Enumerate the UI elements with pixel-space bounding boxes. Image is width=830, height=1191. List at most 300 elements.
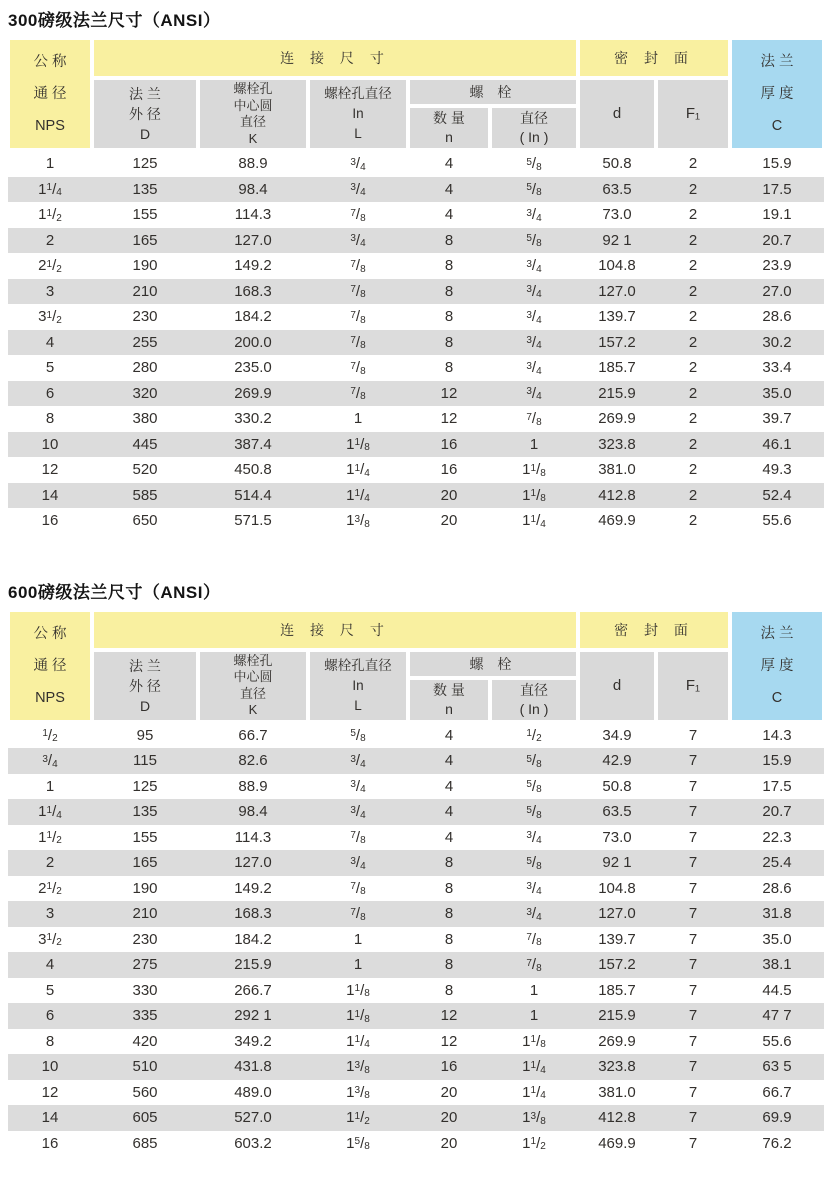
- table-row: [8, 850, 824, 876]
- table-cell: 7: [688, 828, 698, 846]
- table-row: [8, 508, 824, 534]
- table-cell: 73.0: [602, 206, 632, 224]
- table-cell: $^5$ / $_8$: [526, 155, 542, 173]
- table-cell: $^5$ / $_8$: [526, 231, 542, 250]
- table-row: [8, 228, 824, 254]
- table-cell: 127.0: [234, 854, 272, 872]
- table-cell: $^5$ / $_8$: [526, 752, 542, 770]
- table-cell: 8: [444, 854, 454, 872]
- table-cell: 4: [444, 180, 454, 198]
- col-header-seal-f1: F₁: [658, 652, 728, 720]
- table-row: [8, 978, 824, 1004]
- table-cell: 269.9: [598, 1032, 636, 1050]
- table-cell: 16: [440, 461, 458, 479]
- header-line: L: [354, 126, 362, 141]
- table-row: [8, 330, 824, 356]
- table-cell: 1 $^1$ / $_8$: [522, 461, 546, 479]
- table-cell: 190: [132, 257, 158, 275]
- table-cell: $^1$ / $_2$: [42, 726, 58, 745]
- header-line: 通 径: [33, 86, 67, 102]
- header-line: 法 兰: [129, 86, 161, 102]
- table-cell: $^3$ / $_4$: [350, 231, 366, 250]
- table-cell: 50.8: [602, 155, 632, 173]
- table-cell: $^7$ / $_8$: [526, 956, 542, 974]
- table-cell: 2: [688, 257, 698, 275]
- table-row: [8, 381, 824, 407]
- col-header-flange-thickness: [732, 40, 822, 148]
- header-line: 数 量: [433, 681, 465, 698]
- table-cell: 215.9: [598, 1007, 636, 1025]
- table-cell: 1 $^1$ / $_4$: [522, 512, 546, 530]
- table-cell: 52.4: [762, 486, 792, 504]
- table-cell: 44.5: [762, 981, 792, 999]
- table-cell: 17.5: [762, 777, 792, 795]
- header-line: 数 量: [433, 110, 465, 126]
- table-cell: 98.4: [238, 180, 268, 198]
- table-cell: 2: [688, 435, 698, 453]
- col-header-bolt-hole-dia: [310, 652, 406, 720]
- table-cell: 127.0: [598, 905, 636, 923]
- table-row: [8, 1054, 824, 1080]
- header-line: 通 径: [33, 657, 67, 674]
- table-cell: 1 $^1$ / $_8$: [522, 1032, 546, 1051]
- table-cell: 39.7: [762, 410, 792, 428]
- table-row: [8, 279, 824, 305]
- col-header-bolt-dia: [492, 680, 576, 720]
- table-cell: 269.9: [598, 410, 636, 428]
- table-row: [8, 483, 824, 509]
- table-cell: 6: [45, 384, 55, 402]
- table-cell: 2: [45, 231, 55, 249]
- table-cell: $^1$ / $_2$: [526, 726, 542, 745]
- table-cell: 12: [440, 410, 458, 428]
- header-line: C: [771, 118, 783, 134]
- table-cell: 2: [688, 155, 698, 173]
- table-cell: 20: [440, 1134, 458, 1152]
- header-line: C: [771, 689, 783, 706]
- table-row: [8, 825, 824, 851]
- table-cell: 17.5: [762, 180, 792, 198]
- table-header-300: [8, 38, 824, 150]
- table-cell: 19.1: [762, 206, 792, 224]
- table-row: [8, 876, 824, 902]
- table-cell: 14.3: [762, 726, 792, 744]
- table-row: [8, 901, 824, 927]
- header-line: In: [352, 106, 364, 121]
- table-cell: 22.3: [762, 828, 792, 846]
- table-cell: 63.5: [602, 180, 632, 198]
- table-cell: 95: [136, 726, 154, 744]
- table-cell: 12: [440, 1032, 458, 1050]
- table-cell: 450.8: [234, 461, 272, 479]
- table-cell: $^7$ / $_8$: [350, 359, 366, 377]
- header-line: n: [445, 129, 453, 145]
- header-line: 直径: [520, 681, 548, 698]
- table-row: [8, 151, 824, 177]
- col-header-bolt-dia: [492, 108, 576, 148]
- band-bolts: 螺 栓: [410, 80, 576, 104]
- table-cell: 63.5: [602, 803, 632, 821]
- table-cell: 168.3: [234, 905, 272, 923]
- header-line: 外 径: [129, 677, 161, 694]
- table-cell: 7: [688, 930, 698, 948]
- table-cell: 69.9: [762, 1109, 792, 1127]
- table-body-300: [8, 151, 824, 534]
- table-cell: 14: [41, 1109, 59, 1127]
- col-header-flange-od: [94, 652, 196, 720]
- table-cell: 1 $^1$ / $_2$: [346, 1109, 370, 1127]
- table-row: [8, 406, 824, 432]
- table-cell: 2: [688, 461, 698, 479]
- table-cell: 2: [688, 308, 698, 326]
- table-cell: 230: [132, 930, 158, 948]
- table-cell: 7: [688, 854, 698, 872]
- table-cell: 2: [688, 486, 698, 504]
- table-cell: 8: [444, 981, 454, 999]
- header-line: 中心圆: [233, 97, 273, 113]
- table-cell: 1 $^1$ / $_8$: [346, 435, 370, 454]
- table-row: [8, 202, 824, 228]
- table-cell: 1 $^1$ / $_4$: [38, 803, 62, 821]
- col-header-bolt-qty: [410, 680, 488, 720]
- table-cell: 115: [133, 752, 157, 770]
- table-cell: 46.1: [762, 435, 792, 453]
- table-cell: 14: [41, 486, 59, 504]
- table-cell: 155: [132, 206, 158, 224]
- table-cell: 412.8: [598, 486, 636, 504]
- table-cell: 1 $^3$ / $_8$: [522, 1109, 546, 1127]
- table-cell: 210: [132, 905, 158, 923]
- table-cell: 114.3: [234, 828, 272, 846]
- table-cell: $^3$ / $_4$: [526, 333, 542, 352]
- table-cell: 8: [444, 879, 454, 897]
- table-cell: 381.0: [598, 461, 636, 479]
- table-cell: 349.2: [234, 1032, 272, 1050]
- table-cell: 527.0: [234, 1109, 272, 1127]
- table-cell: 88.9: [238, 777, 268, 795]
- table-cell: 155: [132, 828, 158, 846]
- table-cell: 8: [444, 956, 454, 974]
- table-cell: 33.4: [762, 359, 792, 377]
- table-cell: 3: [45, 905, 55, 923]
- table-cell: 571.5: [234, 512, 272, 530]
- table-cell: 255: [132, 333, 158, 351]
- table-cell: 55.6: [762, 512, 792, 530]
- table-cell: 585: [132, 486, 158, 504]
- table-cell: 2: [688, 180, 698, 198]
- table-cell: $^7$ / $_8$: [350, 905, 366, 923]
- table-cell: 7: [688, 1032, 698, 1050]
- table-cell: 4: [444, 828, 454, 846]
- table-cell: 4: [45, 333, 55, 351]
- table-row: [8, 1080, 824, 1106]
- header-line: 直径: [239, 114, 266, 129]
- table-cell: 650: [132, 512, 158, 530]
- table-cell: 165: [132, 854, 158, 872]
- table-cell: 127.0: [234, 231, 272, 249]
- table-cell: 20: [440, 486, 458, 504]
- table-cell: 15.9: [762, 752, 792, 770]
- table-cell: 8: [444, 231, 454, 249]
- header-line: 外 径: [129, 106, 161, 122]
- table-cell: $^5$ / $_8$: [526, 854, 542, 872]
- table-cell: 35.0: [762, 384, 792, 402]
- table-cell: 1 $^5$ / $_8$: [346, 1134, 370, 1153]
- table-cell: $^3$ / $_4$: [526, 828, 542, 847]
- table-cell: $^3$ / $_4$: [350, 752, 366, 770]
- table-cell: 323.8: [598, 435, 636, 453]
- table-cell: 16: [41, 1134, 59, 1152]
- table-row: [8, 1003, 824, 1029]
- table-cell: 4: [444, 752, 454, 770]
- table-cell: 20.7: [762, 803, 792, 821]
- table-cell: 8: [444, 308, 454, 326]
- table-cell: 685: [132, 1134, 158, 1152]
- band-bolts: 螺 栓: [410, 652, 576, 676]
- table-cell: 4: [444, 726, 454, 744]
- header-line: 螺栓孔: [233, 652, 273, 668]
- table-cell: 2: [688, 512, 698, 530]
- table-cell: 4: [444, 206, 454, 224]
- table-cell: 8: [444, 905, 454, 923]
- table-cell: 50.8: [602, 777, 632, 795]
- table-cell: 23.9: [762, 257, 792, 275]
- table-cell: 320: [132, 384, 158, 402]
- table-cell: $^3$ / $_4$: [526, 905, 542, 923]
- table-cell: 31.8: [762, 905, 792, 923]
- table-cell: 12: [440, 384, 458, 402]
- table-cell: 1 $^1$ / $_2$: [522, 1134, 546, 1153]
- table-cell: 1: [353, 930, 363, 948]
- table-cell: 55.6: [762, 1032, 792, 1050]
- band-connection-dimensions: 连 接 尺 寸: [94, 40, 576, 76]
- table-cell: 1: [45, 155, 55, 173]
- table-cell: 420: [132, 1032, 158, 1050]
- table-cell: 1 $^1$ / $_4$: [346, 461, 370, 479]
- header-line: NPS: [35, 118, 65, 134]
- table-cell: 8: [444, 282, 454, 300]
- table-cell: $^7$ / $_8$: [350, 828, 366, 847]
- table-cell: 2 $^1$ / $_2$: [38, 257, 62, 275]
- table-cell: $^3$ / $_4$: [350, 803, 366, 821]
- table-cell: 3 $^1$ / $_2$: [38, 308, 62, 326]
- table-cell: 185.7: [598, 359, 636, 377]
- table-cell: 47 7: [762, 1007, 792, 1025]
- table-cell: 5: [45, 981, 55, 999]
- table-cell: 184.2: [234, 308, 272, 326]
- table-cell: $^5$ / $_8$: [350, 726, 366, 745]
- table-cell: $^7$ / $_8$: [350, 282, 366, 301]
- table-cell: 10: [41, 435, 59, 453]
- table-cell: 235.0: [234, 359, 272, 377]
- table-row: [8, 1131, 824, 1157]
- table-cell: 25.4: [762, 854, 792, 872]
- col-header-bolt-circle: [200, 80, 306, 148]
- table-cell: 76.2: [762, 1134, 792, 1152]
- table-cell: 8: [45, 410, 55, 428]
- table-cell: 1: [529, 435, 539, 453]
- table-cell: 149.2: [234, 257, 272, 275]
- table-cell: 34.9: [602, 726, 632, 744]
- table-cell: 2 $^1$ / $_2$: [38, 879, 62, 898]
- col-header-flange-thickness: [732, 612, 822, 720]
- col-header-nps: [10, 612, 90, 720]
- col-header-seal-f1: F₁: [658, 80, 728, 148]
- table-cell: 20: [440, 1109, 458, 1127]
- table-cell: $^3$ / $_4$: [526, 308, 542, 326]
- table-cell: 7: [688, 1109, 698, 1127]
- table-cell: 2: [688, 333, 698, 351]
- table-cell: 135: [132, 803, 158, 821]
- table-cell: 7: [688, 956, 698, 974]
- table-cell: 1: [45, 777, 55, 795]
- table-cell: 66.7: [238, 726, 268, 744]
- table-cell: 7: [688, 1007, 698, 1025]
- header-line: 法 兰: [129, 657, 161, 674]
- header-line: NPS: [35, 689, 65, 706]
- table-cell: 560: [132, 1083, 158, 1101]
- table-row: [8, 355, 824, 381]
- table-cell: 266.7: [234, 981, 272, 999]
- table-cell: 292 1: [234, 1007, 272, 1025]
- header-line: 法 兰: [760, 54, 794, 70]
- table-cell: $^7$ / $_8$: [350, 257, 366, 275]
- table-cell: 330: [132, 981, 158, 999]
- table-cell: $^3$ / $_4$: [526, 359, 542, 377]
- table-cell: 1 $^1$ / $_8$: [346, 1007, 370, 1025]
- table-cell: 7: [688, 981, 698, 999]
- table-cell: 7: [688, 879, 698, 897]
- table-cell: 1: [529, 1007, 539, 1025]
- table-cell: 1: [353, 956, 363, 974]
- table-cell: $^3$ / $_4$: [350, 180, 366, 199]
- table-header-600: [8, 610, 824, 722]
- table-cell: 20: [440, 512, 458, 530]
- table-cell: 280: [132, 359, 158, 377]
- table-row: [8, 253, 824, 279]
- table-cell: 7: [688, 803, 698, 821]
- table-cell: 215.9: [598, 384, 636, 402]
- table-cell: 7: [688, 752, 698, 770]
- table-row: [8, 952, 824, 978]
- table-cell: 4: [45, 956, 55, 974]
- band-sealing-face: 密 封 面: [580, 40, 728, 76]
- table-cell: 88.9: [238, 155, 268, 173]
- table-cell: 1 $^3$ / $_8$: [346, 1083, 370, 1102]
- table-cell: $^3$ / $_4$: [42, 752, 58, 770]
- header-line: D: [139, 697, 151, 714]
- table-cell: 27.0: [762, 282, 792, 300]
- table-cell: 7: [688, 1058, 698, 1076]
- table-cell: 125: [132, 155, 158, 173]
- table-cell: $^3$ / $_4$: [526, 282, 542, 301]
- table-cell: 184.2: [234, 930, 272, 948]
- table-cell: 157.2: [598, 333, 636, 351]
- table-cell: 4: [444, 155, 454, 173]
- table-row: [8, 304, 824, 330]
- table-cell: 1 $^1$ / $_2$: [38, 828, 62, 847]
- table-cell: 510: [132, 1058, 158, 1076]
- table-cell: 200.0: [234, 333, 272, 351]
- table-row: [8, 1105, 824, 1131]
- table-row: [8, 432, 824, 458]
- table-cell: 20: [440, 1083, 458, 1101]
- table-cell: 63 5: [762, 1058, 792, 1076]
- table-cell: 114.3: [234, 206, 272, 224]
- table-cell: $^3$ / $_4$: [526, 206, 542, 224]
- table-cell: $^5$ / $_8$: [526, 803, 542, 821]
- table-row: [8, 799, 824, 825]
- table-cell: 275: [132, 956, 158, 974]
- table-cell: 7: [688, 1083, 698, 1101]
- table-cell: 30.2: [762, 333, 792, 351]
- header-line: In: [352, 677, 364, 693]
- table-cell: $^5$ / $_8$: [526, 777, 542, 796]
- header-line: D: [139, 126, 151, 142]
- table-cell: 168.3: [234, 282, 272, 300]
- table-title-600: 600磅级法兰尺寸（ANSI）: [8, 582, 221, 602]
- table-cell: $^7$ / $_8$: [350, 879, 366, 898]
- table-cell: 190: [132, 879, 158, 897]
- table-cell: $^3$ / $_4$: [526, 384, 542, 403]
- header-line: 公 称: [33, 625, 67, 642]
- table-cell: 104.8: [598, 257, 636, 275]
- header-line: 螺栓孔直径: [324, 657, 392, 673]
- table-cell: 445: [132, 435, 158, 453]
- table-row: [8, 457, 824, 483]
- header-line: K: [248, 130, 258, 146]
- table-cell: 230: [132, 308, 158, 326]
- table-cell: 323.8: [598, 1058, 636, 1076]
- table-cell: 387.4: [234, 435, 272, 453]
- table-cell: 269.9: [234, 384, 272, 402]
- table-cell: $^7$ / $_8$: [350, 206, 366, 224]
- table-cell: 605: [132, 1109, 158, 1127]
- header-line: 中心圆: [233, 669, 273, 684]
- table-cell: 2: [688, 384, 698, 402]
- table-row: [8, 1029, 824, 1055]
- table-cell: 489.0: [234, 1083, 272, 1101]
- table-cell: 7: [688, 905, 698, 923]
- col-header-bolt-qty: [410, 108, 488, 148]
- col-header-seal-d: d: [580, 80, 654, 148]
- table-cell: 335: [132, 1007, 158, 1025]
- table-cell: 139.7: [598, 308, 636, 326]
- table-cell: 16: [440, 435, 458, 453]
- col-header-nps: [10, 40, 90, 148]
- flange-table-section-300: [8, 6, 824, 534]
- col-header-bolt-circle: [200, 652, 306, 720]
- table-row: [8, 177, 824, 203]
- table-cell: 38.1: [762, 956, 792, 974]
- table-cell: 5: [45, 359, 55, 377]
- header-line: 直径: [239, 685, 266, 701]
- header-line: 厚 度: [760, 86, 794, 102]
- table-cell: 15.9: [762, 155, 792, 173]
- table-cell: 12: [440, 1007, 458, 1025]
- header-line: 螺栓孔: [233, 81, 273, 96]
- table-cell: 12: [41, 1083, 59, 1101]
- table-cell: 82.6: [238, 752, 268, 770]
- table-cell: 16: [440, 1058, 458, 1076]
- table-cell: 469.9: [598, 512, 636, 530]
- table-cell: 1 $^1$ / $_2$: [38, 206, 62, 224]
- header-line: 法 兰: [760, 625, 794, 642]
- table-cell: $^3$ / $_4$: [350, 854, 366, 872]
- table-cell: $^3$ / $_4$: [526, 257, 542, 275]
- table-cell: 1 $^3$ / $_8$: [346, 1058, 370, 1076]
- table-cell: 104.8: [598, 879, 636, 897]
